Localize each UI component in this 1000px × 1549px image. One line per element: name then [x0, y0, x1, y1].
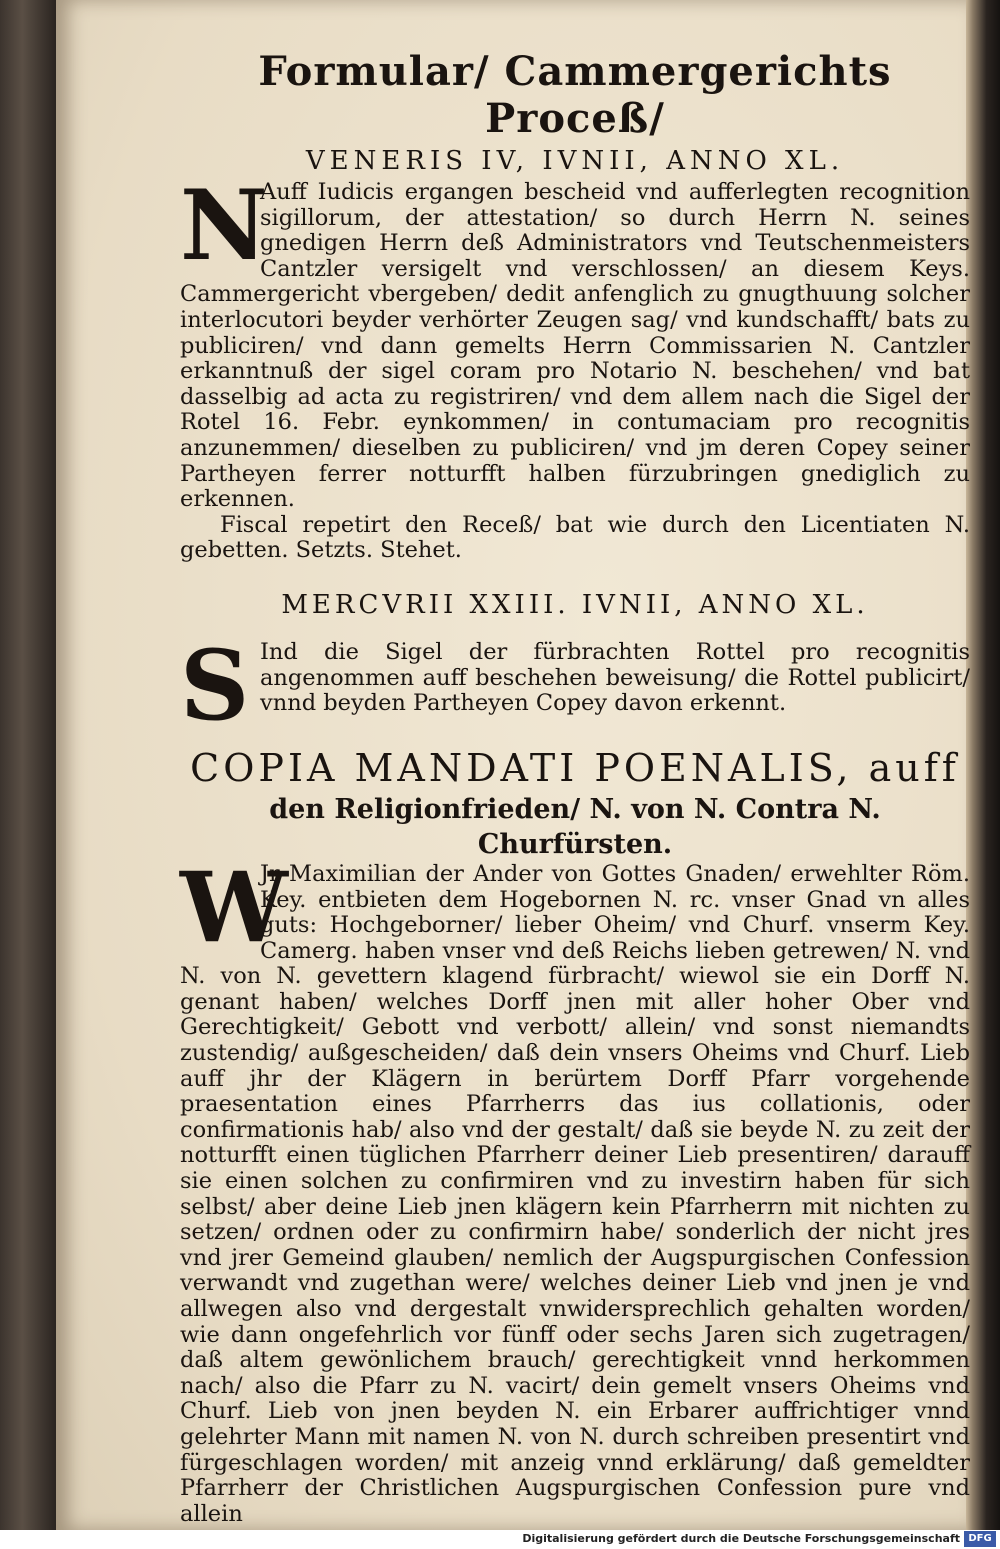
- paragraph-2-text: Ind die Sigel der fürbrachten Rottel pro recognitis angenommen auff beschehen beweisung/ die Rottel publicirt/ vnnd beyden Partheyen Copey davon erkennt.: [260, 638, 970, 717]
- paragraph-block-1: [180, 169, 970, 564]
- mandate-subtitle-2: Churfürsten.: [477, 828, 673, 860]
- footer-credit: Digitalisierung gefördert durch die Deutsche Forschungsgemeinschaft: [522, 1532, 960, 1545]
- paragraph-1-text: Auff Iudicis ergangen bescheid vnd aufferlegten recognition sigillorum, der attestation/ so durch Herrn N. seines gnedigen Herrn deß Administrators vnd Teutschenmeisters Cantzler versigelt vnd verschlossen/ an diesem Keys. Cammergericht vbergeben/ dedit anfenglich zu gnugthuung solcher interlocutori beyder verhörter Zeugen sag/ vnd kundschafft/ bats zu publiciren/ vnd dann gemelts Herrn Commissarien N. Cantzler erkanntnuß der sigel coram pro Notario N. beschehen/ vnd bat dasselbig ad acta zu registriren/ vnd dem allem nach die Sigel der Rotel 16. Febr. eynkommen/ in contumaciam pro recognitis anzunemmen/ dieselben zu publiciren/ vnd jm deren Copey seiner Partheyen ferrer notturfft halben fürzubringen gnediglich zu erkennen.: [180, 179, 970, 513]
- page-right-edge: [966, 0, 1000, 1530]
- dfg-logo: DFG: [964, 1531, 996, 1547]
- drop-cap-initial-1: N: [180, 169, 268, 282]
- date-heading-2: MERCVRII XXIII. IVNII, ANNO XL.: [281, 589, 869, 620]
- page-content: [180, 40, 970, 1527]
- paragraph-block-2: [180, 628, 970, 742]
- mandate-subtitle: den Religionfrieden/ N. von N. Contra N.: [269, 793, 881, 825]
- fiscal-paragraph: Fiscal repetirt den Receß/ bat wie durch den Licentiaten N. gebetten. Setzts. Stehet.: [180, 511, 970, 564]
- running-header-title: Formular/ Cammergerichts Proceß/: [258, 48, 892, 142]
- footer-bar: [0, 1530, 1000, 1549]
- book-binding-edge: [0, 0, 56, 1530]
- drop-cap-initial-3: W: [180, 850, 288, 964]
- paragraph-block-3: [180, 850, 970, 1527]
- paragraph-3-text: Jr Maximilian der Ander von Gottes Gnaden/ erwehlter Röm. Key. entbieten dem Hogebornen N. rc. vnser Gnad vn alles guts: Hochgeborner/ lieber Oheim/ vnd Churf. vnserm Key. Camerg. haben vnser vnd deß Reichs lieben getrewen/ N. vnd N. von N. gevettern klagend fürbracht/ wiewol sie ein Dorff N. genant haben/ welches Dorff jnen mit aller hoher Ober vnd Gerechtigkeit/ Gebott vnd verbott/ allein/ vnd sonst niemandts zustendig/ außgescheiden/ daß dein vnsers Oheims vnd Churf. Lieb auff jhr der Klägern in berürtem Dorff Pfarr vorgehende praesentation eines Pfarrherrs das ius collationis, oder confirmationis hab/ also vnd der gestalt/ daß sie beyde N. zu zeit der notturfft einen tüglichen Pfarrherr deiner Lieb presentiren/ darauff sie einen solchen zu confirmiren vnd zu investirn haben für sich selbst/ aber deine Lieb jnen klägern kein Pfarrherrn mit nichten zu setzen/ ordnen oder zu confirmirn habe/ sonderlich der nicht jres vnd jrer Gemeind glauben/ nemlich der Augspurgischen Confession verwandt vnd zugethan were/ welches deiner Lieb vnd jnen je vnd allwegen also vnd dergestalt vnwidersprechlich gehalten worden/ wie dann ongefehrlich vor fünff oder sechs Jaren sich zugetragen/ daß altem gewönlichem brauch/ gerechtigkeit vnnd herkommen nach/ also die Pfarr zu N. vacirt/ dein gemelt vnsers Oheims vnd Churf. Lieb von jnen beyden N. ein Erbarer auffrichtiger vnnd gelehrter Mann mit namen N. von N. durch schreiben presentirt vnd fürgeschlagen worden/ mit anzeig vnnd erklärung/ daß gemeldter Pfarrherr der Christlichen Augspurgischen Confession pure vnd allein: [180, 860, 970, 1527]
- drop-cap-initial-2: S: [180, 628, 250, 742]
- date-heading-1: VENERIS IV, IVNII, ANNO XL.: [305, 146, 845, 176]
- mandate-title: COPIA MANDATI POENALIS, auff: [190, 745, 960, 790]
